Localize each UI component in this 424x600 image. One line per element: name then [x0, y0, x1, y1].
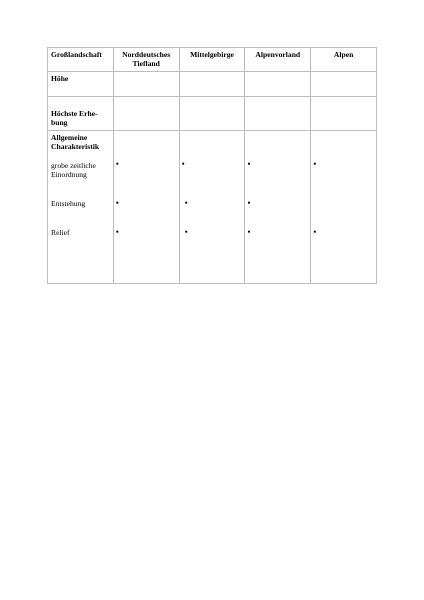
row-charakteristik: [48, 131, 377, 284]
bullet: •: [181, 159, 185, 169]
row-hoechste-erhebung: [48, 97, 377, 131]
landscape-table: [47, 47, 377, 284]
bullet: •: [313, 159, 317, 169]
bullet: •: [115, 227, 119, 237]
cell-alpenvorland: [245, 131, 311, 284]
cell-empty: [179, 72, 245, 97]
header-norddeutsches-tiefland: Norddeutsches Tiefland: [113, 48, 179, 72]
row-label-hoechste-erhebung: Höchste Erhe-bung: [48, 97, 114, 131]
bullet: •: [115, 159, 119, 169]
sub-relief: Relief: [51, 228, 70, 237]
bullet: •: [115, 198, 119, 208]
row-label-hoehe: Höhe: [48, 72, 114, 97]
bullet: •: [247, 159, 251, 169]
table-header-row: [48, 48, 377, 72]
charakteristik-title: Allgemeine Charakteristik: [51, 133, 100, 151]
cell-empty: [311, 72, 377, 97]
cell-empty: [179, 97, 245, 131]
cell-empty: [311, 97, 377, 131]
sub-entstehung: Entstehung: [51, 199, 86, 208]
header-grosslandschaft: Großlandschaft: [48, 48, 114, 72]
row-hoehe: [48, 72, 377, 97]
cell-empty: [245, 97, 311, 131]
row-label-charakteristik: [48, 131, 114, 284]
bullet: •: [184, 227, 188, 237]
bullet: •: [313, 227, 317, 237]
cell-empty: [113, 72, 179, 97]
bullet: •: [247, 227, 251, 237]
header-mittelgebirge: Mittelgebirge: [179, 48, 245, 72]
header-alpen: Alpen: [311, 48, 377, 72]
sub-einordnung: grobe zeitliche Einordnung: [51, 161, 96, 179]
cell-empty: [113, 97, 179, 131]
bullet: •: [184, 198, 188, 208]
cell-empty: [245, 72, 311, 97]
bullet: •: [247, 198, 251, 208]
header-alpenvorland: Alpenvorland: [245, 48, 311, 72]
cell-mittelgebirge: [179, 131, 245, 284]
cell-alpen: [311, 131, 377, 284]
cell-norddeutsches-tiefland: [113, 131, 179, 284]
